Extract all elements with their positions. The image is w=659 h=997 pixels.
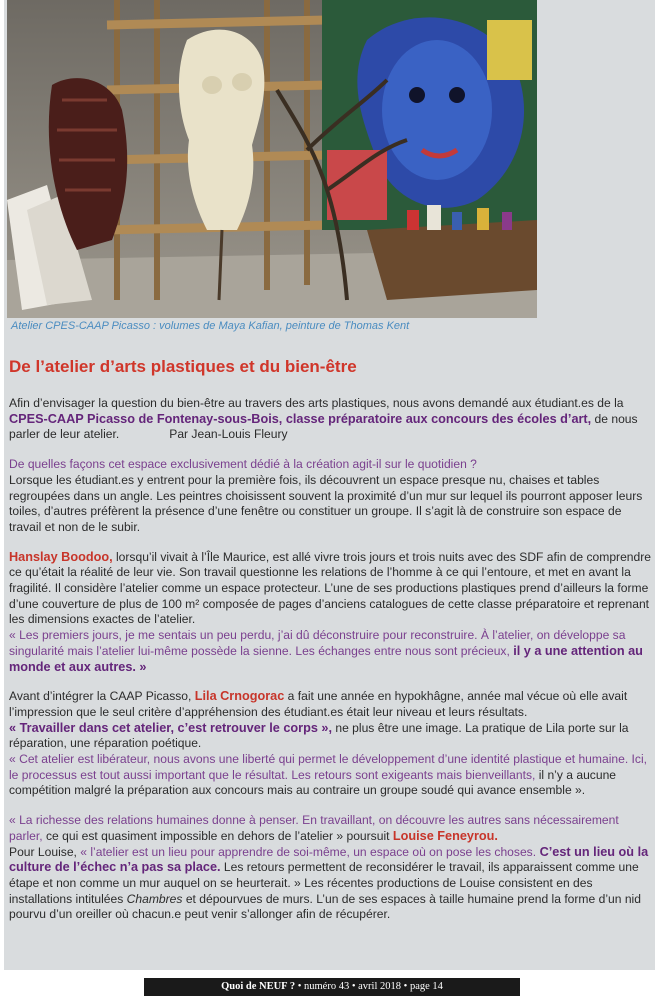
footer-brand: Quoi de NEUF ? <box>221 981 296 992</box>
lila-quote: « Cet atelier est libérateur, nous avons une liberté qui permet le développement d’une identité plastique et humaine. Ici, le processus est tout aussi important que le résultat. Les retours sont exigeants mais bienveillants, <box>9 752 648 782</box>
student-name-lila: Lila Crnogorac <box>194 689 285 704</box>
lila-highlight: « Travailler dans cet atelier, c’est retrouver le corps », <box>9 720 332 735</box>
lila-text-3: ne plus être une image. La pratique de Lila porte sur la réparation, une réparation poétique. <box>9 720 629 751</box>
lila-text: Avant d’intégrer la CAAP Picasso, <box>9 689 195 704</box>
louise-quote-2: « l’atelier est un lieu pour apprendre de soi-même, un espace où on pose les choses. <box>80 844 537 859</box>
article-body <box>9 396 652 937</box>
hanslay-quote: « Les premiers jours, je me sentais un peu perdu, j’ai dû déconstruire pour reconstruire. À l’atelier, on développe sa singularité mais l’atelier lui-même possède la sienne. Les échanges entre nous sont précieux, <box>9 628 626 658</box>
hanslay-text: lorsqu’il vivait à l’Île Maurice, est allé vivre trois jours et trois nuits avec des SDF afin de comprendre ce qu’était la réalité de leur vie. Son travail questionne les relations de l’homme à ce qui l’entoure, et met en avant la fragilité. Il considère l’atelier comme un espace protecteur. L’une de ses productions plastiques prend d’ailleurs la forme d’une couverture de plus de 100 m² composée de pages d’anciens catalogues de cette classe préparatoire et reprenant les dimensions exactes de l’atelier. <box>9 549 652 627</box>
louise-text: ce qui est quasiment impossible en dehors de l’atelier » poursuit <box>42 828 393 843</box>
intro-highlight: CPES-CAAP Picasso de Fontenay-sous-Bois, classe préparatoire aux concours des écoles d’art, <box>9 411 592 426</box>
louise-text-2: Pour Louise, <box>9 844 81 859</box>
intro-text-end: de nous parler de leur atelier. <box>9 411 638 442</box>
footer-issue-info: • numéro 43 • avril 2018 • page 14 <box>295 981 443 992</box>
atelier-photo-illustration <box>7 0 537 318</box>
louise-quote: « La richesse des relations humaines donne à penser. En travaillant, on découvre les autres sans nécessairement parler, <box>9 813 619 843</box>
atelier-photo <box>7 0 537 318</box>
photo-caption: Atelier CPES-CAAP Picasso : volumes de Maya Kafian, peinture de Thomas Kent <box>11 320 410 332</box>
student-name-louise: Louise Feneyrou. <box>392 828 498 843</box>
paragraph-espace <box>9 457 652 536</box>
louise-text-4: et dépourvues de murs. L’un de ses espaces à taille humaine prend la forme d’un nid pourvu d’un oreiller où chacun.e peut venir s’allonger afin de récupérer. <box>9 891 641 922</box>
paragraph-louise <box>9 813 652 923</box>
page-footer <box>144 978 520 996</box>
paragraph-lila <box>9 689 652 799</box>
student-name-hanslay: Hanslay Boodoo, <box>9 549 113 564</box>
louise-text-3: Les retours permettent de reconsidérer le travail, ils apparaissent comme une étape et non comme un mur auquel on se heurterait. » Les récentes productions de Louise consistent en des installations intitulées <box>9 860 639 906</box>
section-question: De quelles façons cet espace exclusivement dédié à la création agit-il sur le quotidien ? <box>9 457 477 472</box>
lila-text-2: a fait une année en hypokhâgne, année mal vécue où elle avait l’impression que le seul critère d’appréhension des étudiant.es était leur niveau et leurs résultats. <box>9 689 628 719</box>
article-title: De l’atelier d’arts plastiques et du bien-être <box>9 357 357 376</box>
page-background <box>4 0 655 970</box>
lila-text-4: il n’y a aucune compétition malgré la préparation aux concours mais au contraire un groupe soudé qui avance ensemble ». <box>9 767 617 798</box>
intro-text: Afin d’envisager la question du bien-être au travers des arts plastiques, nous avons demandé aux étudiant.es de la <box>9 396 624 410</box>
louise-work-title: Chambres <box>126 891 183 906</box>
article-author: Par Jean-Louis Fleury <box>169 427 288 442</box>
louise-highlight: C’est un lieu où la culture de l’échec n’a pas sa place. <box>9 844 649 875</box>
hanslay-quote-highlight: il y a une attention au monde et aux autres. » <box>9 643 643 674</box>
paragraph-espace-text: Lorsque les étudiant.es y entrent pour la première fois, ils découvrent un espace presque nu, chaises et tables regroupées dans un angle. Les peintres choisissent souvent la proximité d’un mur sur lequel ils pourront apposer leurs toiles, d’autres préfèrent la présence d’une fenêtre ou constituer un groupe. Il s’agit là de construire son espace de travail et non de le subir. <box>9 472 643 534</box>
paragraph-hanslay <box>9 550 652 676</box>
article-intro <box>9 396 652 443</box>
